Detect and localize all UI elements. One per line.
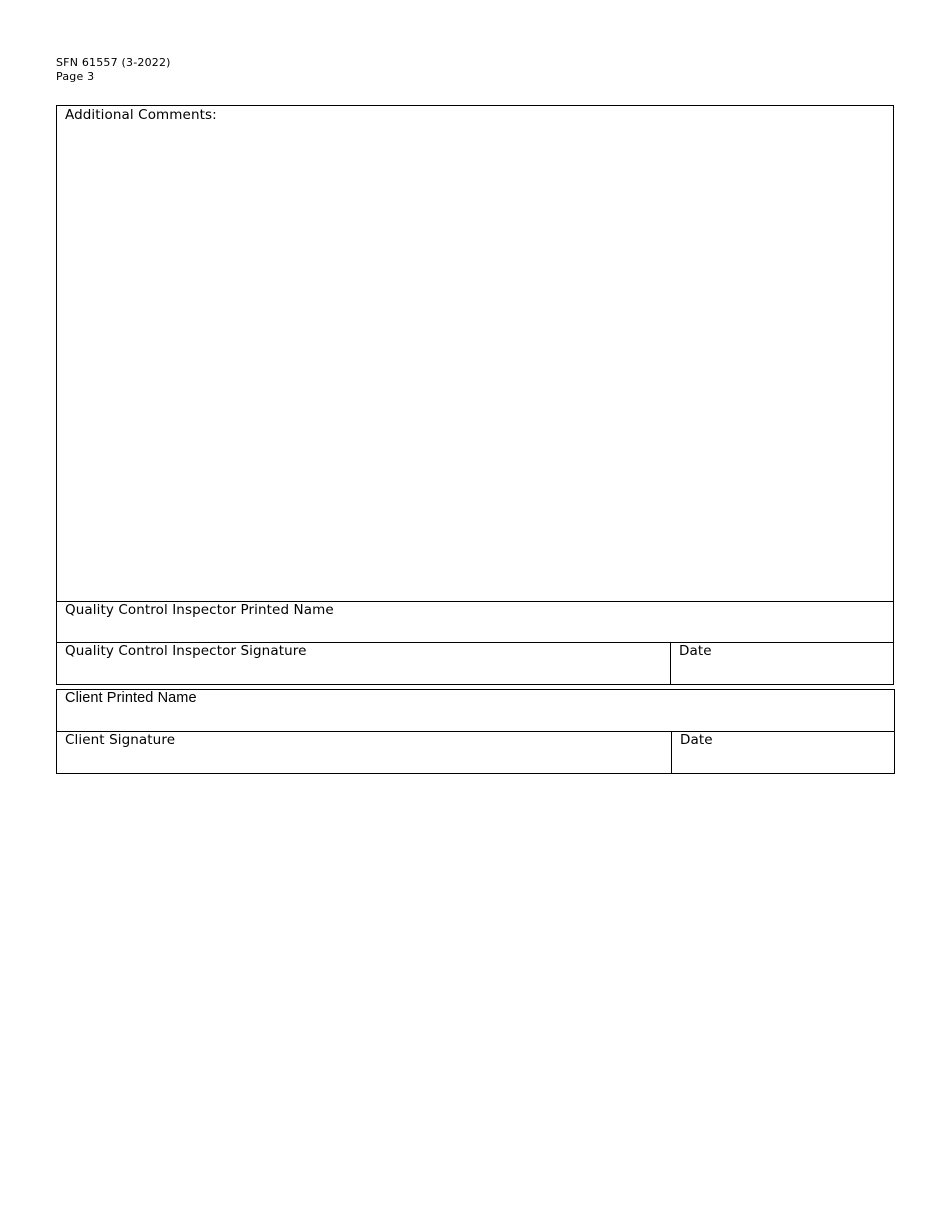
inspector-printed-name-field[interactable] — [57, 602, 893, 642]
client-signature-field[interactable] — [57, 732, 671, 773]
form-header — [56, 56, 171, 84]
client-printed-name-field[interactable] — [57, 690, 894, 731]
inspector-printed-name-label: Quality Control Inspector Printed Name — [65, 602, 334, 618]
inspector-signature-label: Quality Control Inspector Signature — [65, 643, 307, 659]
inspector-signature-field[interactable] — [57, 643, 670, 684]
inspector-date-field[interactable] — [671, 643, 893, 684]
client-date-label: Date — [680, 732, 713, 748]
inspector-section — [56, 105, 894, 685]
inspector-date-label: Date — [679, 643, 712, 659]
additional-comments-field[interactable] — [57, 106, 893, 601]
client-printed-name-label: Client Printed Name — [65, 690, 197, 706]
client-section — [56, 689, 895, 774]
client-signature-label: Client Signature — [65, 732, 176, 748]
form-number: SFN 61557 (3-2022) — [56, 56, 171, 69]
additional-comments-label: Additional Comments: — [65, 107, 217, 123]
page-number: Page 3 — [56, 70, 95, 83]
client-date-field[interactable] — [672, 732, 894, 773]
